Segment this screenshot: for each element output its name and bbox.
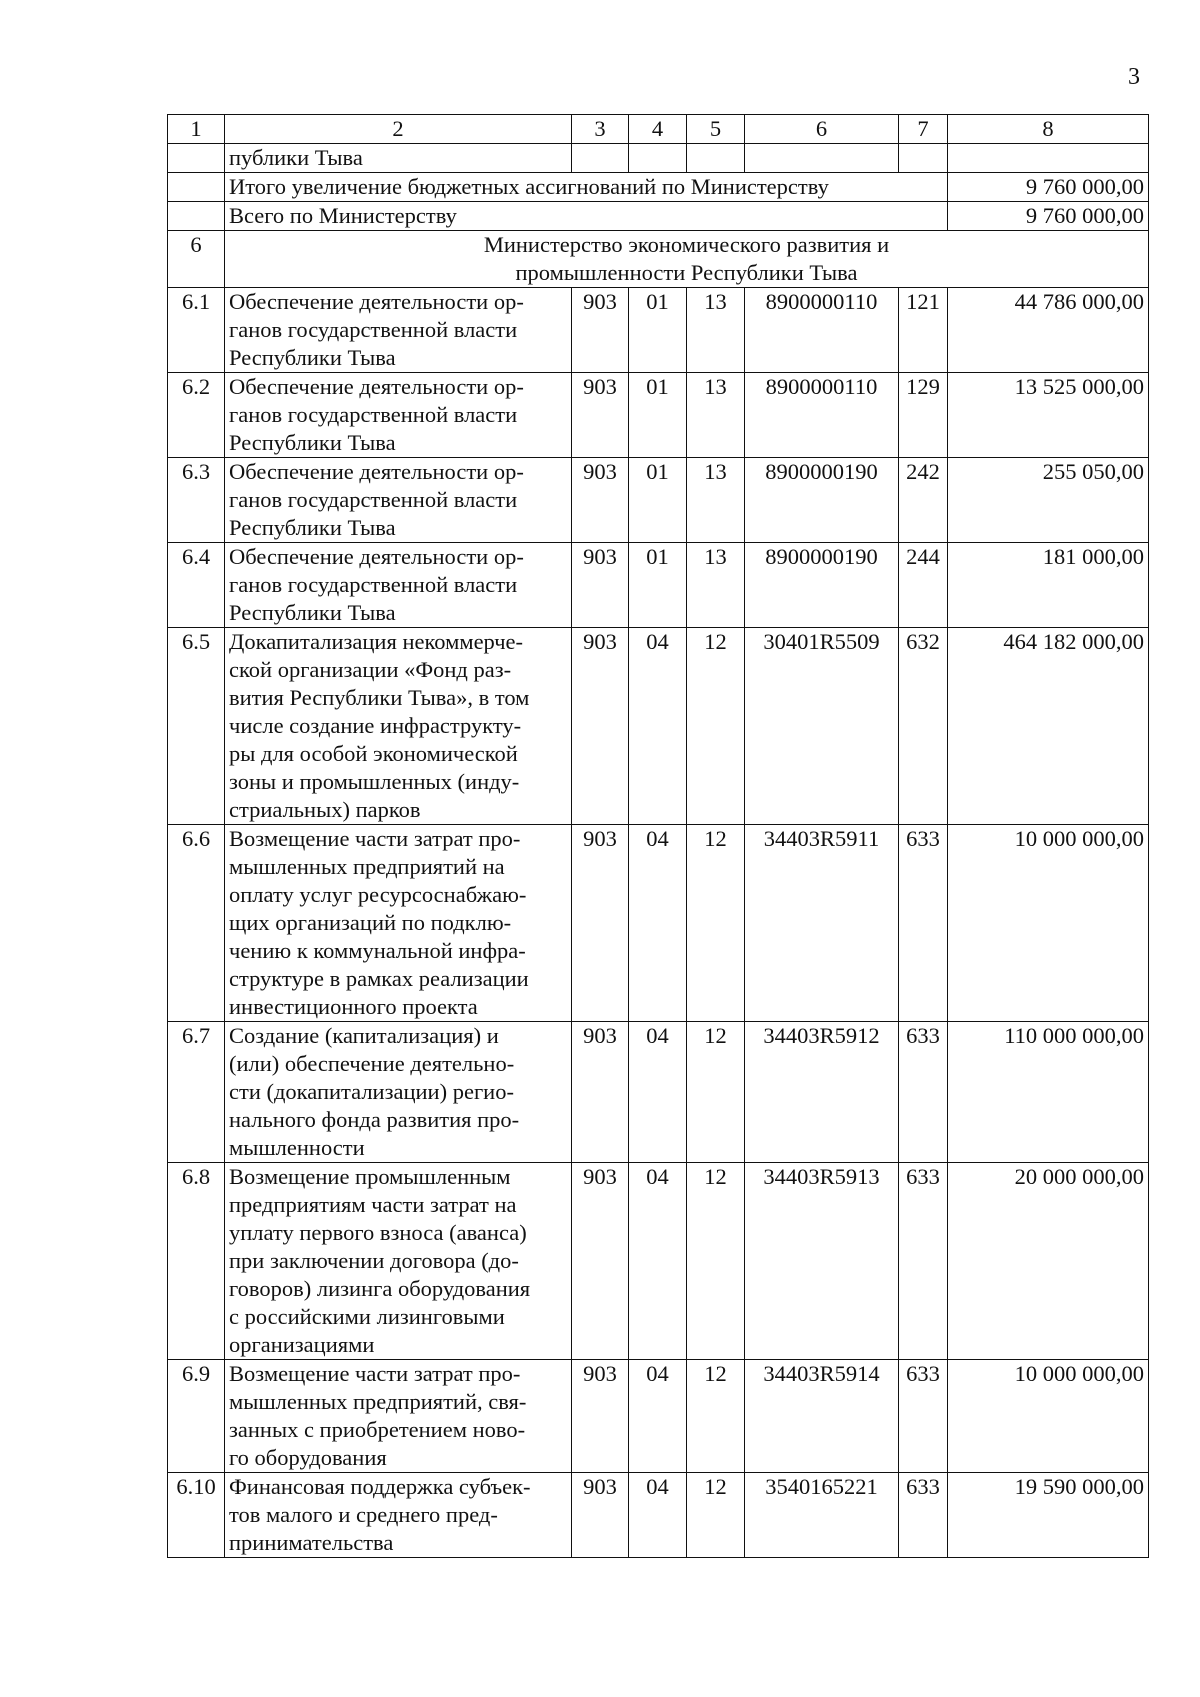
table-row <box>168 543 1149 628</box>
row-col5: 12 <box>687 825 745 1022</box>
total-increase-label: Итого увеличение бюджетных ассигнований по Министерству <box>225 173 948 202</box>
row-col3: 903 <box>572 1163 629 1360</box>
row-amount: 110 000 000,00 <box>948 1022 1149 1163</box>
row-amount: 181 000,00 <box>948 543 1149 628</box>
row-description: Обеспечение деятельности ор- ганов государственной власти Республики Тыва <box>225 458 572 543</box>
row-col6: 34403R5912 <box>745 1022 899 1163</box>
header-col-8: 8 <box>948 115 1149 144</box>
row-col3: 903 <box>572 288 629 373</box>
row-col7: 633 <box>899 1022 948 1163</box>
row-col5: 13 <box>687 458 745 543</box>
total-ministry-label: Всего по Министерству <box>225 202 948 231</box>
table-row <box>168 628 1149 825</box>
header-col-6: 6 <box>745 115 899 144</box>
row-number: 6.8 <box>168 1163 225 1360</box>
continuation-text: публики Тыва <box>225 144 572 173</box>
row-amount: 10 000 000,00 <box>948 1360 1149 1473</box>
row-col7: 242 <box>899 458 948 543</box>
row-number: 6.3 <box>168 458 225 543</box>
row-col6: 8900000110 <box>745 373 899 458</box>
row-col5: 12 <box>687 1360 745 1473</box>
row-number: 6.5 <box>168 628 225 825</box>
section-title: Министерство экономического развития и промышленности Республики Тыва <box>225 231 1149 288</box>
row-col5: 12 <box>687 1022 745 1163</box>
header-col-4: 4 <box>629 115 687 144</box>
header-col-5: 5 <box>687 115 745 144</box>
row-col5: 13 <box>687 373 745 458</box>
row-description: Возмещение части затрат про- мышленных предприятий на оплату услуг ресурсоснабжаю- щих организаций по подклю- чению к коммунальной инфра- структуре в рамках реализации инвестиционного проекта <box>225 825 572 1022</box>
row-amount: 20 000 000,00 <box>948 1163 1149 1360</box>
table-row <box>168 288 1149 373</box>
row-col7: 633 <box>899 1163 948 1360</box>
row-col5: 12 <box>687 1163 745 1360</box>
row-description: Финансовая поддержка субъек- тов малого и среднего пред- принимательства <box>225 1473 572 1558</box>
row-amount: 13 525 000,00 <box>948 373 1149 458</box>
row-description: Обеспечение деятельности ор- ганов государственной власти Республики Тыва <box>225 373 572 458</box>
header-col-2: 2 <box>225 115 572 144</box>
row-col6: 34403R5913 <box>745 1163 899 1360</box>
row-number: 6.7 <box>168 1022 225 1163</box>
row-col3: 903 <box>572 628 629 825</box>
row-amount: 10 000 000,00 <box>948 825 1149 1022</box>
row-number: 6.6 <box>168 825 225 1022</box>
table-row <box>168 1163 1149 1360</box>
row-col7: 121 <box>899 288 948 373</box>
table-row <box>168 373 1149 458</box>
row-col6: 8900000190 <box>745 458 899 543</box>
page-number: 3 <box>1128 64 1140 90</box>
row-col4: 04 <box>629 825 687 1022</box>
row-col3: 903 <box>572 1360 629 1473</box>
row-col6: 34403R5911 <box>745 825 899 1022</box>
row-col7: 633 <box>899 825 948 1022</box>
row-description: Обеспечение деятельности ор- ганов государственной власти Республики Тыва <box>225 543 572 628</box>
header-col-1: 1 <box>168 115 225 144</box>
budget-table <box>167 114 1149 1558</box>
row-description: Обеспечение деятельности ор- ганов государственной власти Республики Тыва <box>225 288 572 373</box>
row-number: 6.2 <box>168 373 225 458</box>
row-amount: 255 050,00 <box>948 458 1149 543</box>
section-row <box>168 231 1149 288</box>
row-col4: 04 <box>629 1022 687 1163</box>
row-col5: 13 <box>687 288 745 373</box>
row-col4: 04 <box>629 1163 687 1360</box>
row-amount: 464 182 000,00 <box>948 628 1149 825</box>
row-col3: 903 <box>572 373 629 458</box>
row-col3: 903 <box>572 825 629 1022</box>
row-col4: 01 <box>629 543 687 628</box>
table-row <box>168 458 1149 543</box>
row-col7: 244 <box>899 543 948 628</box>
row-col5: 12 <box>687 1473 745 1558</box>
row-col4: 04 <box>629 1360 687 1473</box>
row-number: 6.9 <box>168 1360 225 1473</box>
total-increase-row <box>168 173 1149 202</box>
table-row <box>168 1022 1149 1163</box>
row-amount: 44 786 000,00 <box>948 288 1149 373</box>
continuation-row <box>168 144 1149 173</box>
row-col6: 3540165221 <box>745 1473 899 1558</box>
row-col3: 903 <box>572 458 629 543</box>
row-col7: 632 <box>899 628 948 825</box>
section-number: 6 <box>168 231 225 288</box>
row-description: Возмещение промышленным предприятиям части затрат на уплату первого взноса (аванса) при заключении договора (до- говоров) лизинга оборудования с российскими лизинговыми организациями <box>225 1163 572 1360</box>
row-col6: 8900000190 <box>745 543 899 628</box>
total-ministry-row <box>168 202 1149 231</box>
row-col5: 12 <box>687 628 745 825</box>
table-row <box>168 825 1149 1022</box>
row-col4: 04 <box>629 628 687 825</box>
row-description: Докапитализация некоммерче- ской организации «Фонд раз- вития Республики Тыва», в том числе создание инфраструкту- ры для особой экономической зоны и промышленных (инду- стриальных) парков <box>225 628 572 825</box>
row-col4: 04 <box>629 1473 687 1558</box>
column-number-header <box>168 115 1149 144</box>
row-col3: 903 <box>572 543 629 628</box>
table-row <box>168 1473 1149 1558</box>
row-col3: 903 <box>572 1473 629 1558</box>
table-row <box>168 1360 1149 1473</box>
row-col4: 01 <box>629 373 687 458</box>
row-col4: 01 <box>629 288 687 373</box>
total-increase-amount: 9 760 000,00 <box>948 173 1149 202</box>
row-col7: 633 <box>899 1473 948 1558</box>
row-description: Возмещение части затрат про- мышленных предприятий, свя- занных с приобретением ново- го оборудования <box>225 1360 572 1473</box>
header-col-7: 7 <box>899 115 948 144</box>
row-col7: 129 <box>899 373 948 458</box>
row-col5: 13 <box>687 543 745 628</box>
row-number: 6.4 <box>168 543 225 628</box>
row-col4: 01 <box>629 458 687 543</box>
header-col-3: 3 <box>572 115 629 144</box>
row-col7: 633 <box>899 1360 948 1473</box>
row-number: 6.10 <box>168 1473 225 1558</box>
row-amount: 19 590 000,00 <box>948 1473 1149 1558</box>
row-col6: 34403R5914 <box>745 1360 899 1473</box>
row-description: Создание (капитализация) и (или) обеспечение деятельно- сти (докапитализации) регио- нального фонда развития про- мышленности <box>225 1022 572 1163</box>
row-col6: 8900000110 <box>745 288 899 373</box>
row-number: 6.1 <box>168 288 225 373</box>
row-col3: 903 <box>572 1022 629 1163</box>
row-col6: 30401R5509 <box>745 628 899 825</box>
total-ministry-amount: 9 760 000,00 <box>948 202 1149 231</box>
